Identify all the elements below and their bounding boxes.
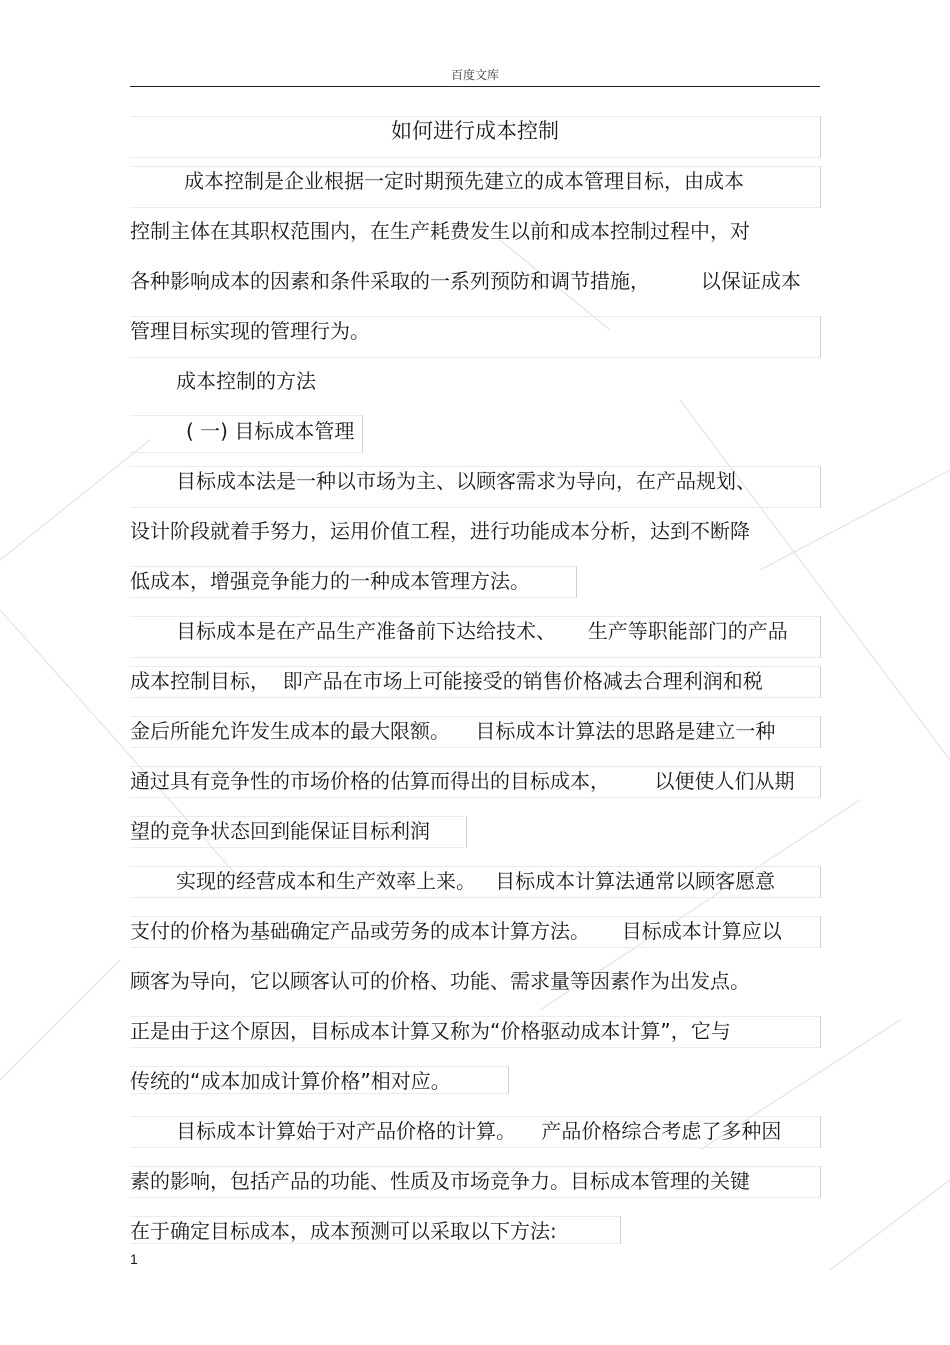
text-line: 实现的经营成本和生产效率上来。 目标成本计算法通常以顾客愿意 (176, 869, 776, 893)
document-title: 如何进行成本控制 (391, 119, 559, 143)
section-heading: 成本控制的方法 (176, 369, 316, 393)
text-line: 传统的“成本加成计算价格”相对应。 (130, 1069, 451, 1093)
subsection-heading: ( 一) 目标成本管理 (186, 419, 355, 443)
text-line: 支付的价格为基础确定产品或劳务的成本计算方法。 目标成本计算应以 (130, 919, 782, 943)
text-line: 目标成本是在产品生产准备前下达给技术、 生产等职能部门的产品 (176, 619, 788, 643)
header-rule (130, 86, 820, 87)
text-line: 目标成本计算始于对产品价格的计算。 产品价格综合考虑了多种因 (176, 1119, 782, 1143)
text-line: 各种影响成本的因素和条件采取的一系列预防和调节措施， 以保证成本 (130, 269, 801, 293)
text-line: 设计阶段就着手努力，运用价值工程，进行功能成本分析，达到不断降 (130, 519, 750, 543)
text-line: 望的竞争状态回到能保证目标利润 (130, 819, 430, 843)
text-line: 正是由于这个原因，目标成本计算又称为“价格驱动成本计算”，它与 (130, 1019, 731, 1043)
page-number: 1 (130, 1251, 138, 1267)
text-line: 在于确定目标成本，成本预测可以采取以下方法: (130, 1219, 557, 1243)
text-line: 素的影响，包括产品的功能、性质及市场竞争力。目标成本管理的关键 (130, 1169, 750, 1193)
text-line: 通过具有竞争性的市场价格的估算而得出的目标成本， 以便使人们从期 (130, 769, 795, 793)
text-line: 成本控制是企业根据一定时期预先建立的成本管理目标，由成本 (184, 169, 744, 193)
text-line: 金后所能允许发生成本的最大限额。 目标成本计算法的思路是建立一种 (130, 719, 776, 743)
text-line: 控制主体在其职权范围内，在生产耗费发生以前和成本控制过程中，对 (130, 219, 750, 243)
text-line: 目标成本法是一种以市场为主、以顾客需求为导向，在产品规划、 (176, 469, 756, 493)
text-line: 成本控制目标， 即产品在市场上可能接受的销售价格减去合理利润和税 (130, 669, 763, 693)
text-line: 顾客为导向，它以顾客认可的价格、功能、需求量等因素作为出发点。 (130, 969, 750, 993)
text-line: 低成本，增强竞争能力的一种成本管理方法。 (130, 569, 530, 593)
page-header: 百度文库 (450, 68, 499, 82)
text-line: 管理目标实现的管理行为。 (130, 319, 370, 343)
